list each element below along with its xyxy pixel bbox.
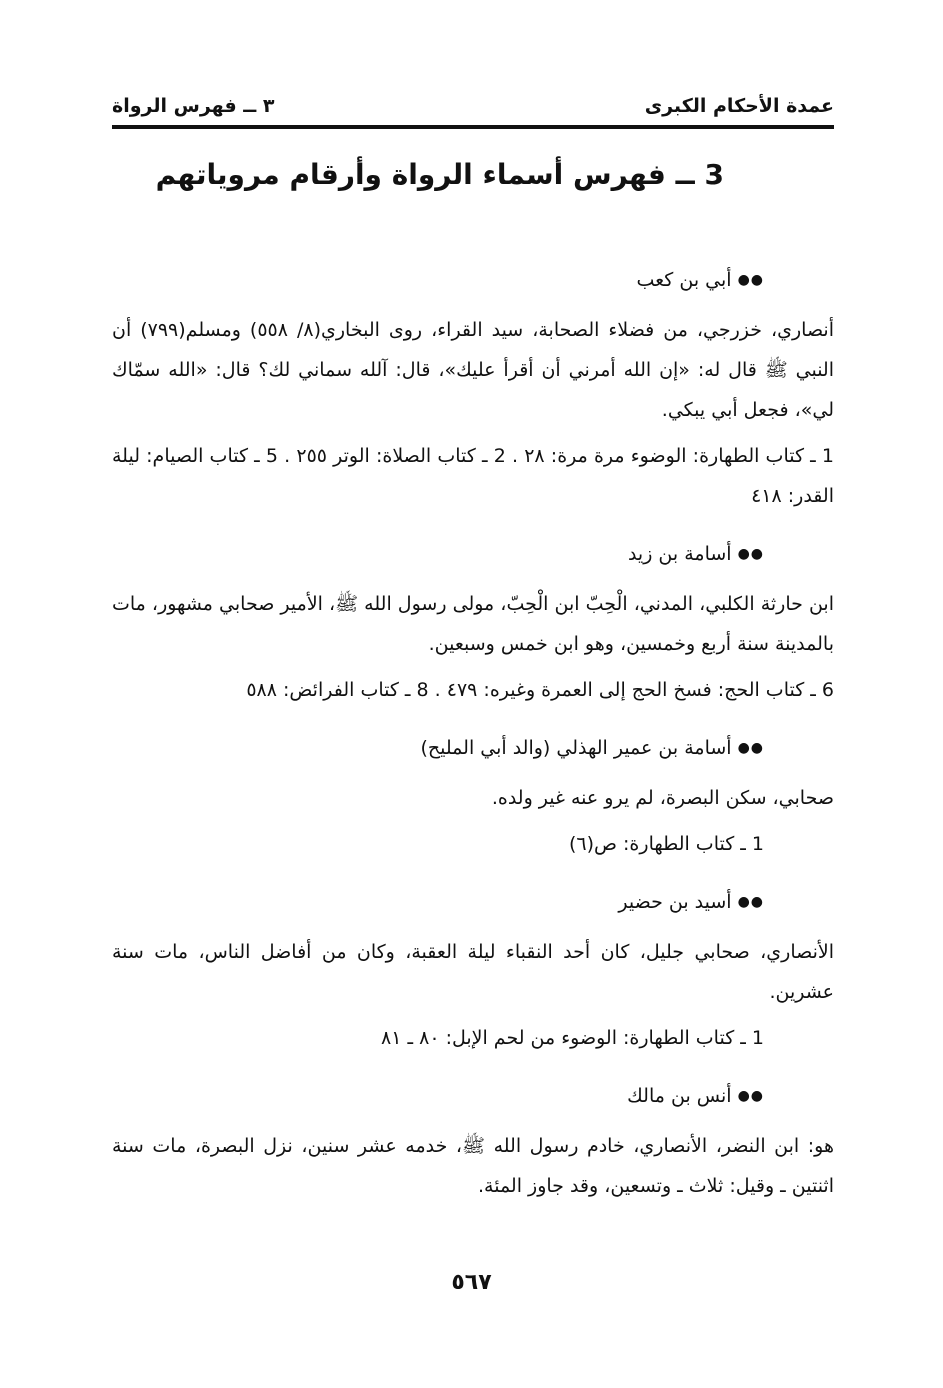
entry: [112, 728, 834, 864]
entry-name-text: أسيد بن حضير: [618, 891, 732, 913]
entry-bio: الأنصاري، صحابي جليل، كان أحد النقباء ليلة العقبة، وكان من أفاضل الناس، مات سنة عشرين.: [112, 941, 834, 1003]
page-number: ٥٦٧: [451, 1270, 492, 1295]
page-title: 3 ــ فهرس أسماء الرواة وأرقام مروياتهم: [155, 158, 724, 191]
bullet-icon: ●●: [737, 272, 764, 288]
header-section-title: ٣ ــ فهرس الرواة: [112, 95, 275, 117]
entry-name: [112, 1076, 834, 1116]
bullet-icon: ●●: [737, 740, 764, 756]
header-rule: [112, 125, 834, 129]
bullet-icon: ●●: [737, 894, 764, 910]
entry-refs: 1 ـ كتاب الطهارة: الوضوء مرة مرة: ٢٨ . 2 ـ كتاب الصلاة: الوتر ٢٥٥ . 5 ـ كتاب الصيام: ليلة القدر: ٤١٨: [112, 445, 834, 507]
entries-list: [112, 260, 834, 1212]
entry-refs: 1 ـ كتاب الطهارة: الوضوء من لحم الإبل: ٨٠ ـ ٨١: [381, 1027, 764, 1049]
entry: [112, 534, 834, 710]
bullet-icon: ●●: [737, 1088, 764, 1104]
entry: [112, 260, 834, 516]
entry-refs: 6 ـ كتاب الحج: فسخ الحج إلى العمرة وغيره: ٤٧٩ . 8 ـ كتاب الفرائض: ٥٨٨: [246, 679, 834, 701]
entry-name-text: أسامة بن عمير الهذلي (والد أبي المليح): [420, 737, 732, 759]
entry-name: [112, 882, 834, 922]
running-header: [112, 92, 834, 120]
entry-bio: صحابي، سكن البصرة، لم يرو عنه غير ولده.: [491, 787, 834, 809]
entry-bio: أنصاري، خزرجي، من فضلاء الصحابة، سيد القراء، روى البخاري(٨/ ٥٥٨) ومسلم(٧٩٩) أن النبي ﷺ قال له: «إن الله أمرني أن أقرأ عليك»، قال: آلله سماني لك؟ قال: «الله سمّاك لي»، فجعل أبي يبكي.: [112, 319, 834, 421]
entry-name-text: أنس بن مالك: [627, 1085, 732, 1107]
entry-name: [112, 534, 834, 574]
header-book-title: عمدة الأحكام الكبرى: [644, 95, 834, 117]
entry-name-text: أسامة بن زيد: [627, 543, 732, 565]
bullet-icon: ●●: [737, 546, 764, 562]
entry: [112, 1076, 834, 1206]
entry-bio: هو: ابن النضر، الأنصاري، خادم رسول الله ﷺ، خدمه عشر سنين، نزل البصرة، مات سنة اثنتين ـ وقيل: ثلاث ـ وتسعين، وقد جاوز المئة.: [112, 1135, 834, 1197]
entry: [112, 882, 834, 1058]
entry-bio: ابن حارثة الكلبي، المدني، الْحِبّ ابن الْحِبّ، مولى رسول الله ﷺ، الأمير صحابي مشهور، مات بالمدينة سنة أربع وخمسين، وهو ابن خمس وسبعين.: [112, 593, 834, 655]
entry-name: [112, 728, 834, 768]
entry-name: [112, 260, 834, 300]
entry-name-text: أبي بن كعب: [636, 269, 732, 291]
entry-refs: 1 ـ كتاب الطهارة: ص(٦): [568, 833, 764, 855]
